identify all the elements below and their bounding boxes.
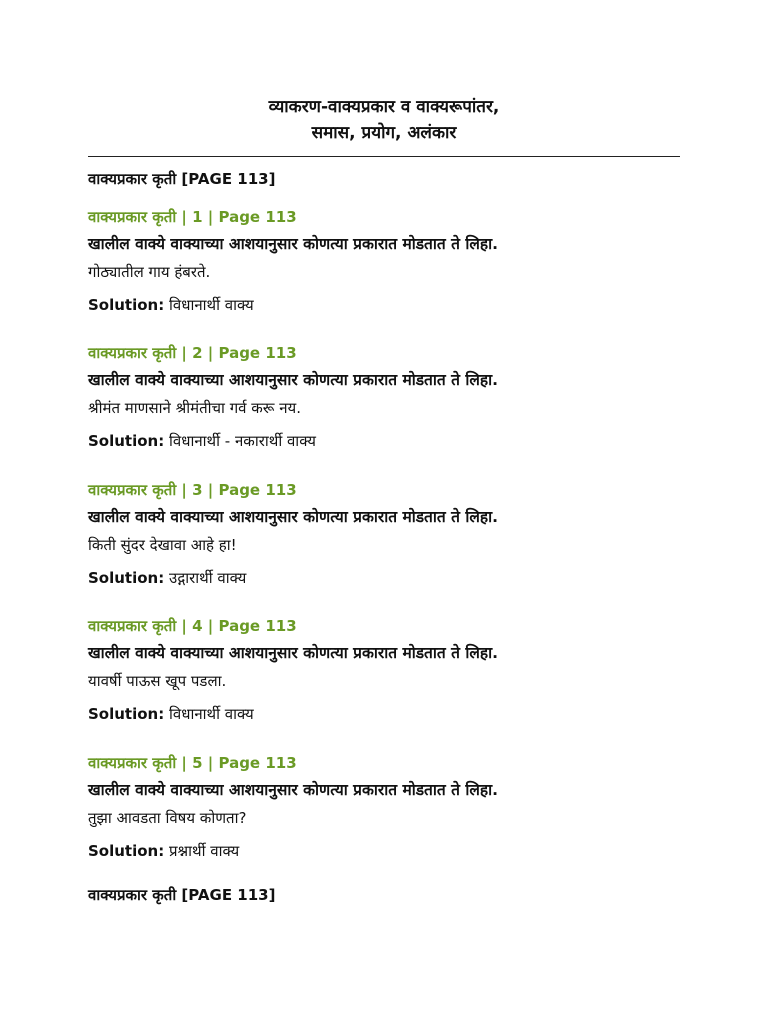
task-heading: वाक्यप्रकार कृती | 3 | Page 113 <box>88 481 297 499</box>
solution-label: Solution: <box>88 432 165 450</box>
solution-label: Solution: <box>88 842 165 860</box>
task-solution <box>88 839 708 863</box>
task-sentence: गोठ्यातील गाय हंबरते. <box>88 263 211 281</box>
title-divider <box>88 156 680 157</box>
solution-text: प्रश्नार्थी वाक्य <box>169 842 240 860</box>
section-heading: वाक्यप्रकार कृती [PAGE 113] <box>88 170 276 188</box>
task-sentence: यावर्षी पाऊस खूप पडला. <box>88 672 227 690</box>
solution-text: विधानार्थी वाक्य <box>169 296 254 314</box>
solution-label: Solution: <box>88 569 165 587</box>
task-sentence: तुझा आवडता विषय कोणता? <box>88 809 247 827</box>
task-instruction: खालील वाक्ये वाक्याच्या आशयानुसार कोणत्या प्रकारात मोडतात ते लिहा. <box>88 235 499 253</box>
task-4 <box>88 615 708 726</box>
task-2 <box>88 342 708 453</box>
task-heading: वाक्यप्रकार कृती | 2 | Page 113 <box>88 344 297 362</box>
task-3 <box>88 479 708 590</box>
task-solution <box>88 702 708 726</box>
task-solution <box>88 566 708 590</box>
section-heading-bottom: वाक्यप्रकार कृती [PAGE 113] <box>88 886 276 904</box>
solution-label: Solution: <box>88 296 165 314</box>
task-heading: वाक्यप्रकार कृती | 4 | Page 113 <box>88 617 297 635</box>
task-heading: वाक्यप्रकार कृती | 5 | Page 113 <box>88 754 297 772</box>
task-instruction: खालील वाक्ये वाक्याच्या आशयानुसार कोणत्या प्रकारात मोडतात ते लिहा. <box>88 781 499 799</box>
document-title-line-2: समास, प्रयोग, अलंकार <box>311 123 457 143</box>
document-title-line-1: व्याकरण-वाक्यप्रकार व वाक्यरूपांतर, <box>268 97 500 117</box>
task-solution <box>88 429 708 453</box>
solution-label: Solution: <box>88 705 165 723</box>
task-instruction: खालील वाक्ये वाक्याच्या आशयानुसार कोणत्या प्रकारात मोडतात ते लिहा. <box>88 508 499 526</box>
task-sentence: किती सुंदर देखावा आहे हा! <box>88 536 237 554</box>
task-instruction: खालील वाक्ये वाक्याच्या आशयानुसार कोणत्या प्रकारात मोडतात ते लिहा. <box>88 644 499 662</box>
solution-text: विधानार्थी वाक्य <box>169 705 254 723</box>
solution-text: उद्गारार्थी वाक्य <box>169 569 247 587</box>
task-sentence: श्रीमंत माणसाने श्रीमंतीचा गर्व करू नय. <box>88 399 301 417</box>
solution-text: विधानार्थी - नकारार्थी वाक्य <box>169 432 316 450</box>
task-instruction: खालील वाक्ये वाक्याच्या आशयानुसार कोणत्या प्रकारात मोडतात ते लिहा. <box>88 371 499 389</box>
task-5 <box>88 752 708 863</box>
task-1 <box>88 206 708 317</box>
task-heading: वाक्यप्रकार कृती | 1 | Page 113 <box>88 208 297 226</box>
task-solution <box>88 293 708 317</box>
